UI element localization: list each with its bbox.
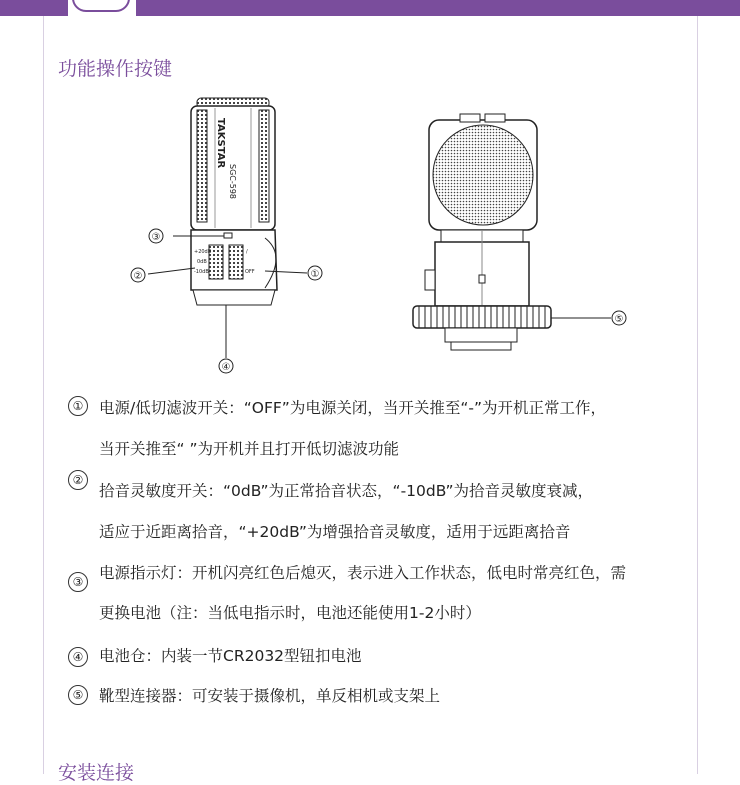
- item-3-line-1: 电源指示灯：开机闪亮红色后熄灭，表示进入工作状态，低电时常亮红色，需: [99, 564, 627, 582]
- item-number-1: ①: [68, 396, 88, 416]
- frame-left-border: [43, 16, 44, 774]
- item-5-line-1: 靴型连接器：可安装于摄像机，单反相机或支架上: [99, 687, 441, 705]
- item-number-5: ⑤: [68, 685, 88, 705]
- callout-5: ⑤: [614, 314, 624, 325]
- callout-4: ④: [221, 362, 231, 373]
- mic-model-text: SGC-598: [228, 164, 237, 200]
- callout-2: ②: [133, 271, 143, 282]
- filter-label-off: OFF: [245, 269, 255, 275]
- mic-front-diagram: [125, 90, 335, 375]
- frame-right-border: [697, 16, 698, 774]
- section-title-functions: 功能操作按键: [58, 58, 173, 80]
- item-number-4: ④: [68, 647, 88, 667]
- item-number-3: ③: [68, 572, 88, 592]
- switch-label-minus10: -10dB: [194, 269, 209, 275]
- mic-brand-text: TAKSTAR: [215, 118, 226, 169]
- switch-label-plus20: +20dB: [194, 249, 212, 255]
- item-2-line-1: 拾音灵敏度开关：“0dB”为正常拾音状态，“-10dB”为拾音灵敏度衰减，: [99, 482, 594, 500]
- section-title-installation: 安装连接: [58, 762, 135, 784]
- item-number-2: ②: [68, 470, 88, 490]
- item-3-line-2: 更换电池（注：当低电指示时，电池还能使用1-2小时）: [99, 604, 481, 622]
- item-1-line-1: 电源/低切滤波开关：“OFF”为电源关闭，当开关推至“-”为开机正常工作，: [99, 399, 606, 417]
- callout-1: ①: [310, 269, 320, 280]
- filter-label-slash: /: [246, 249, 248, 255]
- item-4-line-1: 电池仓：内装一节CR2032型钮扣电池: [99, 647, 362, 665]
- item-1-line-2: 当开关推至“ ”为开机并且打开低切滤波功能: [99, 440, 399, 458]
- item-2-line-2: 适应于近距离拾音，“+20dB”为增强拾音灵敏度，适用于远距离拾音: [99, 523, 571, 541]
- callout-3: ③: [151, 232, 161, 243]
- switch-label-0db: 0dB: [197, 259, 207, 265]
- mic-side-diagram: [405, 110, 640, 355]
- brand-logo: [68, 0, 136, 16]
